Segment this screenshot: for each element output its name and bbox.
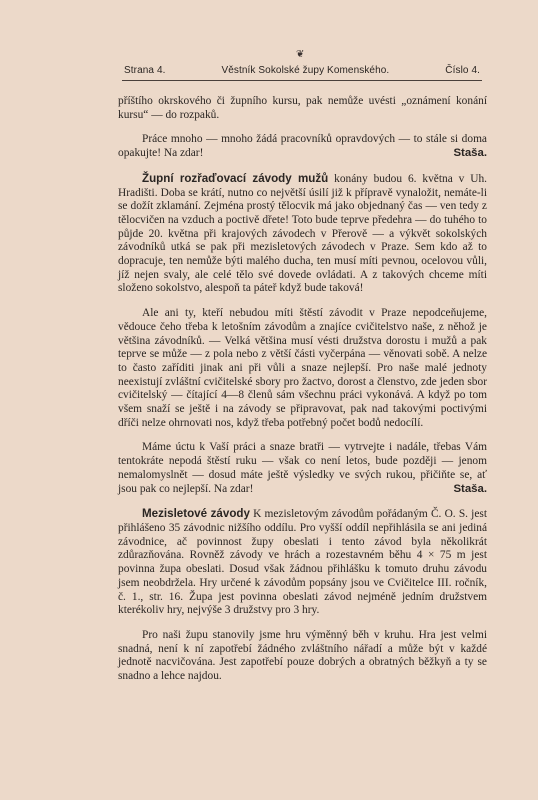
paragraph-text: Práce mnoho — mnoho žádá pracovníků opravdových — to stále si doma opakujte! Na zdar! bbox=[118, 133, 487, 160]
page-number: Strana 4. bbox=[124, 65, 166, 76]
flourish-ornament-icon: ❦ bbox=[296, 49, 305, 60]
issue-number: Číslo 4. bbox=[445, 65, 480, 76]
bulletin-title: Věstník Sokolské župy Komenského. bbox=[221, 65, 390, 76]
paragraph-text: konány budou 6. května v Uh. Hradišti. Doba se krátí, nutno co největší úsilí již k přípravě vynaložit, nemáte-li se dožít zklamání. Zejména prostý tělocvik má jako objednaný čas — ven tedy z tělocvičen na vzduch a poctivě dřete! Toto bude teprve předehra — do tuhého to půjde 20. května při krajových závodech v Přerově — a výkvět sokolských závodníků utká se pak při mezisletových závodech v Praze. Sem kdo až to dopracuje, ten nemůže býti malého ducha, ten musí míti pevnou, ocelovou vůli, jíž nejen svaly, ale celé tělo své dovede ovládati. A z takových chceme míti složeno sokolstvo, alespoň ta páteř když bude taková! bbox=[118, 172, 488, 295]
signature-stasa-2: Staša. bbox=[453, 482, 487, 495]
page-header bbox=[124, 65, 480, 76]
paragraph-closing-2 bbox=[118, 441, 487, 496]
section-heading-zupni: Župní rozřaďovací závody mužů bbox=[142, 171, 329, 185]
signature-stasa-1: Staša. bbox=[453, 147, 487, 160]
paragraph-hra: Pro naši župu stanovily jsme hru výměnný běh v kruhu. Hra jest velmi snadná, není k ní zapotřebí žádného zvláštního nářadí a může být v každé jednotě nacvičována. Jest zapotřebí pouze dobrých a obratných běžkyň a ty se snadno a lehce najdou. bbox=[118, 628, 487, 683]
section-heading-mezisletove: Mezisletové závody bbox=[142, 507, 250, 521]
paragraph-continuation: příštího okrskového či župního kursu, pak nemůže uvésti „oznámení konání kursu“ — do rozpaků. bbox=[118, 95, 487, 121]
section-mezisletove-zavody bbox=[118, 507, 487, 618]
paragraph-closing-1 bbox=[118, 133, 487, 160]
paragraph-text: Máme úctu k Vaší práci a snaze bratři — vytrvejte i nadále, třebas Vám tentokráte nepodá štěstí ruku — však co není letos, bude později — jenom nemalomyslnět — dosud máte ještě výsledky ve svých rukou, přičiňte se, ať jsou pak co nejlepší. Na zdar! bbox=[118, 441, 487, 495]
section-zupni-zavody bbox=[118, 172, 487, 296]
paragraph-text: K mezisletovým závodům pořádaným Č. O. S. jest přihlášeno 35 závodnic nižšího oddílu. Pro vyšší oddíl nepřihlásila se ani jediná závodnice, ač povinnost župy obeslati i tento závod byla několikrát zdůrazňována. Rovněž závody ve hrách a rozestavném běhu 4 × 75 m jest povinna župa obeslati. Dosud však žádnou přihlášku k tomuto druhu závodu jsem neobdržela. Hry určené k závodům popsány jsou ve Cvičitelce III. ročník, č. 1., str. 16. Župa jest povinna obeslati závod nejméně jedním družstvem kterékoliv hry, nejvýše 3 družstvy pro 3 hry. bbox=[118, 508, 487, 617]
paragraph-cvicitelstvo: Ale ani ty, kteří nebudou míti štěstí závodit v Praze nepodceňujeme, vědouce čeho třeba k letošním závodům a znajíce cvičitelstvo naše, z něhož je většina závodníků. — Velká většina musí vésti družstva dorostu i mužů a pak teprve se může — z pola nebo z větší části vyčerpána — věnovati sobě. A nelze to často zaříditi jinak ani při vůli a snaze nejlepší. Pro naše malé jednoty neexistují zvláštní cvičitelské sbory pro žactvo, dorost a členstvo, zde jeden sbor cvičitelský — čítající 4—8 členů sám všechnu práci vykonává. A když po tom všem snaží se ještě i na závody se připravovat, pak nad takovými poctivými dříči nelze ohrnovati nos, když třeba potřebný počet bodů nedocílí. bbox=[118, 307, 487, 429]
article-body bbox=[118, 95, 487, 684]
header-rule bbox=[122, 80, 482, 81]
